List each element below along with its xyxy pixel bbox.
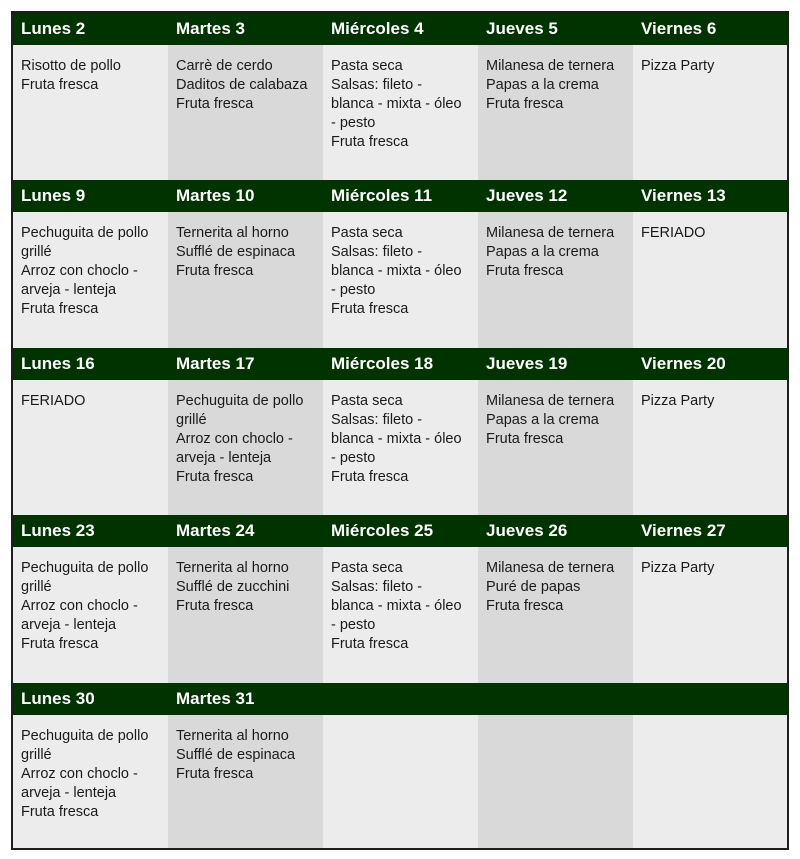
day-header: Martes 17	[176, 354, 255, 373]
menu-item: Fruta fresca	[176, 469, 254, 485]
menu-item: Milanesa de ternera	[486, 560, 615, 576]
menu-item: Salsas: fileto -	[331, 244, 423, 260]
week-body	[13, 547, 787, 683]
menu-item: - pesto	[331, 282, 376, 298]
day-header: Viernes 27	[641, 521, 726, 540]
menu-item: Pasta seca	[331, 393, 403, 409]
day-header: Lunes 23	[21, 521, 95, 540]
menu-item: grillé	[21, 747, 52, 763]
menu-calendar	[11, 11, 789, 850]
week-header	[13, 515, 787, 547]
week-header	[13, 683, 787, 715]
menu-item: FERIADO	[21, 393, 86, 409]
menu-item: Pizza Party	[641, 393, 715, 409]
day-menu	[168, 45, 323, 180]
menu-item: Sufflé de espinaca	[176, 244, 296, 260]
day-menu	[13, 547, 168, 683]
menu-item: arveja - lenteja	[21, 282, 117, 298]
day-header: Miércoles 4	[331, 19, 424, 38]
day-menu	[13, 212, 168, 348]
menu-item: Pechuguita de pollo	[176, 393, 304, 409]
menu-item: Arroz con choclo -	[21, 598, 138, 614]
menu-item: Ternerita al horno	[176, 225, 289, 241]
menu-item: Fruta fresca	[176, 96, 254, 112]
menu-item: Fruta fresca	[176, 598, 254, 614]
menu-item: Fruta fresca	[486, 96, 564, 112]
menu-item: - pesto	[331, 617, 376, 633]
day-menu	[633, 547, 787, 683]
menu-item: Sufflé de zucchini	[176, 579, 290, 595]
menu-item: blanca - mixta - óleo	[331, 96, 462, 112]
menu-item: blanca - mixta - óleo	[331, 263, 462, 279]
day-header: Lunes 9	[21, 186, 86, 205]
week-row	[13, 180, 787, 348]
day-menu	[323, 380, 478, 515]
day-menu	[633, 715, 787, 848]
day-menu	[323, 212, 478, 348]
week-body	[13, 45, 787, 180]
menu-item: FERIADO	[641, 225, 706, 241]
day-header: Jueves 26	[486, 521, 568, 540]
menu-item: Pasta seca	[331, 58, 403, 74]
day-menu	[168, 380, 323, 515]
week-body	[13, 212, 787, 348]
day-menu	[168, 715, 323, 848]
menu-item: grillé	[176, 412, 207, 428]
menu-item: Pasta seca	[331, 225, 403, 241]
menu-item: - pesto	[331, 450, 376, 466]
menu-item: Arroz con choclo -	[176, 431, 293, 447]
menu-item: Fruta fresca	[331, 469, 409, 485]
menu-item: Risotto de pollo	[21, 58, 121, 74]
menu-item: Carrè de cerdo	[176, 58, 273, 74]
menu-item: Fruta fresca	[176, 263, 254, 279]
day-header: Miércoles 11	[331, 186, 433, 205]
week-row	[13, 683, 787, 848]
day-menu	[478, 547, 633, 683]
menu-item: grillé	[21, 579, 52, 595]
menu-item: Milanesa de ternera	[486, 393, 615, 409]
day-header: Lunes 2	[21, 19, 86, 38]
menu-item: - pesto	[331, 115, 376, 131]
week-header	[13, 348, 787, 380]
day-menu	[168, 212, 323, 348]
menu-item: Salsas: fileto -	[331, 77, 423, 93]
day-header	[323, 683, 478, 715]
day-menu	[323, 547, 478, 683]
menu-item: blanca - mixta - óleo	[331, 598, 462, 614]
day-menu	[633, 380, 787, 515]
menu-item: Arroz con choclo -	[21, 263, 138, 279]
menu-item: Arroz con choclo -	[21, 766, 138, 782]
day-header: Miércoles 18	[331, 354, 434, 373]
menu-item: Fruta fresca	[176, 766, 254, 782]
day-menu	[478, 715, 633, 848]
menu-item: arveja - lenteja	[21, 617, 117, 633]
menu-item: Papas a la crema	[486, 412, 599, 428]
menu-item: Ternerita al horno	[176, 728, 289, 744]
week-row	[13, 348, 787, 515]
day-menu	[168, 547, 323, 683]
menu-item: Milanesa de ternera	[486, 225, 615, 241]
menu-item: Fruta fresca	[486, 263, 564, 279]
menu-item: Fruta fresca	[21, 804, 99, 820]
menu-item: Fruta fresca	[331, 134, 409, 150]
day-menu	[478, 45, 633, 180]
menu-item: Fruta fresca	[21, 301, 99, 317]
menu-item: Fruta fresca	[331, 301, 409, 317]
day-header: Jueves 5	[486, 19, 558, 38]
day-header: Miércoles 25	[331, 521, 434, 540]
day-menu	[478, 380, 633, 515]
day-header: Martes 31	[176, 689, 255, 708]
menu-item: Fruta fresca	[331, 636, 409, 652]
week-body	[13, 380, 787, 515]
menu-item: Pechuguita de pollo	[21, 728, 149, 744]
day-menu	[633, 45, 787, 180]
day-menu	[323, 715, 478, 848]
day-header: Viernes 6	[641, 19, 717, 38]
menu-item: Pizza Party	[641, 560, 715, 576]
menu-item: blanca - mixta - óleo	[331, 431, 462, 447]
menu-item: grillé	[21, 244, 52, 260]
menu-item: Sufflé de espinaca	[176, 747, 296, 763]
week-header	[13, 13, 787, 45]
week-row	[13, 13, 787, 180]
menu-item: Pechuguita de pollo	[21, 225, 149, 241]
week-body	[13, 715, 787, 848]
week-row	[13, 515, 787, 683]
menu-item: Daditos de calabaza	[176, 77, 308, 93]
day-menu	[478, 212, 633, 348]
menu-item: Fruta fresca	[21, 636, 99, 652]
day-header: Lunes 30	[21, 689, 95, 708]
day-menu	[13, 45, 168, 180]
day-header: Jueves 19	[486, 354, 568, 373]
menu-item: Papas a la crema	[486, 77, 599, 93]
menu-item: arveja - lenteja	[21, 785, 117, 801]
menu-item: Ternerita al horno	[176, 560, 289, 576]
day-header: Martes 24	[176, 521, 255, 540]
day-menu	[13, 715, 168, 848]
menu-item: Fruta fresca	[21, 77, 99, 93]
day-menu	[13, 380, 168, 515]
menu-item: Pizza Party	[641, 58, 715, 74]
day-menu	[323, 45, 478, 180]
menu-item: Milanesa de ternera	[486, 58, 615, 74]
menu-item: Salsas: fileto -	[331, 412, 423, 428]
menu-item: arveja - lenteja	[176, 450, 272, 466]
day-header	[633, 683, 787, 715]
menu-item: Papas a la crema	[486, 244, 599, 260]
menu-item: Fruta fresca	[486, 598, 564, 614]
day-header	[478, 683, 633, 715]
menu-item: Salsas: fileto -	[331, 579, 423, 595]
day-header: Martes 10	[176, 186, 255, 205]
day-header: Jueves 12	[486, 186, 568, 205]
menu-item: Fruta fresca	[486, 431, 564, 447]
menu-item: Pasta seca	[331, 560, 403, 576]
day-menu	[633, 212, 787, 348]
week-header	[13, 180, 787, 212]
day-header: Lunes 16	[21, 354, 95, 373]
menu-item: Puré de papas	[486, 579, 581, 595]
day-header: Viernes 13	[641, 186, 726, 205]
day-header: Viernes 20	[641, 354, 726, 373]
menu-item: Pechuguita de pollo	[21, 560, 149, 576]
day-header: Martes 3	[176, 19, 245, 38]
